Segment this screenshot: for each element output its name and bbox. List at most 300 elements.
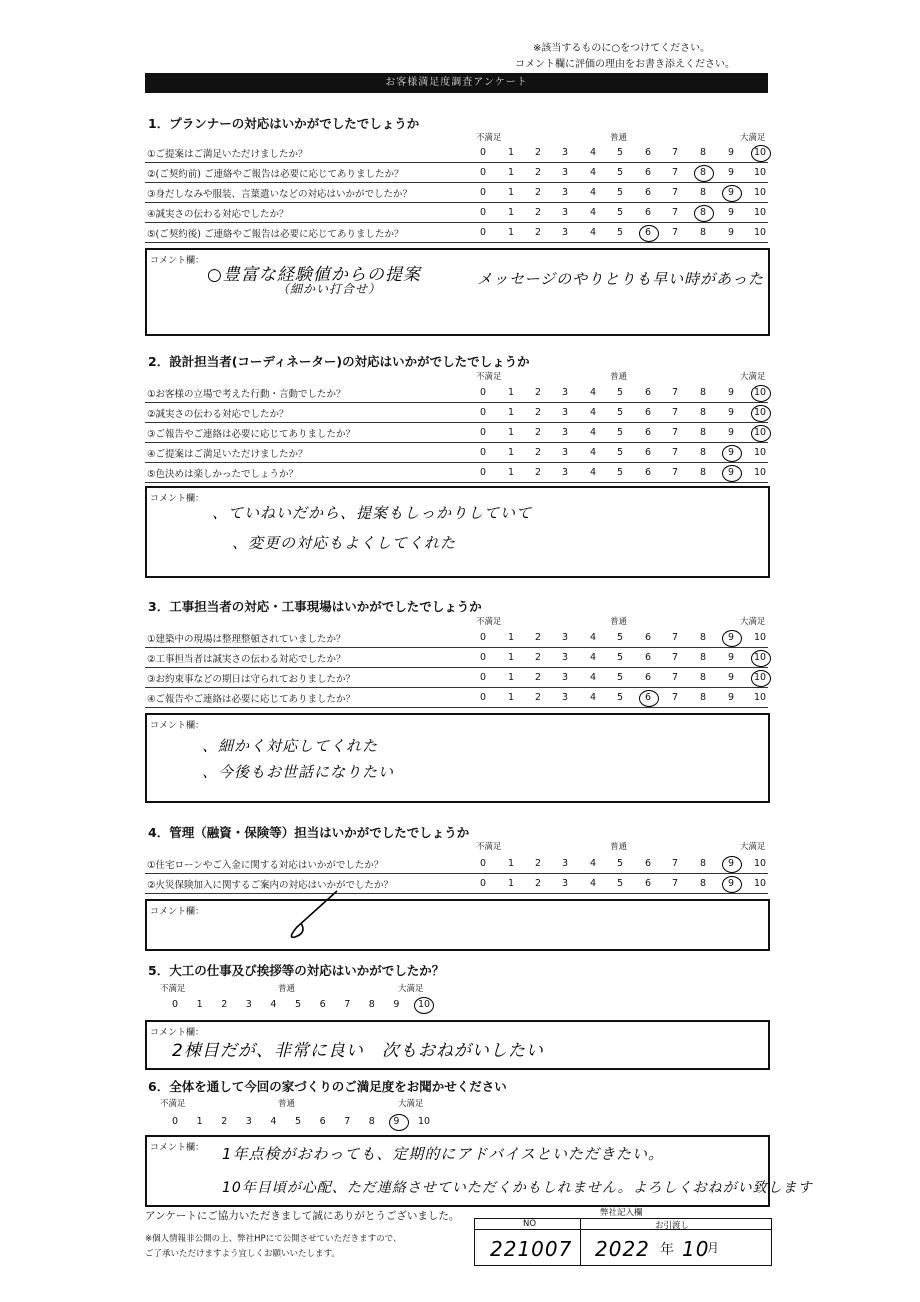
question-text: ③身だしなみや服装、言葉遣いなどの対応はいかがでしたか？ (147, 189, 413, 200)
rating-option-9[interactable]: 9 (727, 878, 735, 889)
rating-option-3[interactable]: 3 (561, 227, 569, 238)
rating-option-8[interactable]: 8 (368, 999, 375, 1010)
rating-option-2[interactable]: 2 (534, 447, 542, 458)
question-row (145, 403, 768, 423)
rating-option-5[interactable]: 5 (295, 999, 302, 1010)
section-1-comment-2: （細かい打合せ） (277, 282, 382, 296)
thanks-text: アンケートにご協力いただきまして誠にありがとうございました。 (145, 1210, 460, 1222)
rating-option-1[interactable]: 1 (507, 167, 515, 178)
rating-option-8[interactable]: 8 (699, 878, 707, 889)
rating-option-10[interactable]: 10 (753, 227, 767, 238)
section-1-comment-3: メッセージのやりとりも早い時があった (477, 270, 764, 288)
rating-option-4[interactable]: 4 (589, 387, 597, 398)
rating-option-9[interactable]: 9 (727, 407, 735, 418)
question-text: ②(ご契約前) ご連絡やご報告は必要に応じてありましたか？ (147, 169, 404, 180)
rating-option-6[interactable]: 6 (644, 167, 652, 178)
rating-option-8[interactable]: 8 (699, 167, 707, 178)
rating-option-10[interactable]: 10 (753, 207, 767, 218)
rating-option-0[interactable]: 0 (172, 999, 179, 1010)
rating-option-7[interactable]: 7 (671, 467, 679, 478)
scale-label-mid: 普通 (610, 842, 628, 852)
rating-option-1[interactable]: 1 (507, 427, 515, 438)
rating-option-6[interactable]: 6 (644, 407, 652, 418)
rating-option-3[interactable]: 3 (245, 999, 252, 1010)
section-6-comment-box (145, 1135, 813, 1207)
scale-label-high: 大満足 (740, 617, 766, 627)
section-6-title: 6．全体を通して今回の家づくりのご満足度をお聞かせください (148, 1079, 507, 1094)
rating-option-8[interactable]: 8 (699, 147, 707, 158)
rating-option-2[interactable]: 2 (534, 692, 542, 703)
rating-option-5[interactable]: 5 (616, 467, 624, 478)
question-text: ①ご提案はご満足いただけましたか？ (147, 149, 308, 160)
privacy-note-2: ご了承いただけますよう宜しくお願いいたします。 (145, 1249, 340, 1259)
rating-option-6[interactable]: 6 (319, 999, 326, 1010)
rating-option-8[interactable]: 8 (368, 1116, 375, 1127)
selected-rating-circle (722, 630, 742, 647)
rating-option-0[interactable]: 0 (479, 632, 487, 643)
rating-option-6[interactable]: 6 (319, 1116, 326, 1127)
rating-option-10[interactable]: 10 (418, 1116, 431, 1127)
question-row (145, 463, 768, 483)
rating-option-7[interactable]: 7 (671, 878, 679, 889)
rating-option-8[interactable]: 8 (699, 407, 707, 418)
rating-option-3[interactable]: 3 (561, 878, 569, 889)
rating-option-4[interactable]: 4 (589, 227, 597, 238)
question-row (145, 423, 768, 443)
survey-banner: お客様満足度調査アンケート (145, 73, 768, 93)
question-row (145, 648, 768, 668)
section-2-comment-1: 、ていねいだから、提案もしっかりしていて (212, 504, 533, 522)
rating-option-6[interactable]: 6 (644, 207, 652, 218)
rating-option-9[interactable]: 9 (727, 207, 735, 218)
scale-label-low: 不満足 (476, 133, 502, 143)
rating-option-8[interactable]: 8 (699, 387, 707, 398)
rating-option-4[interactable]: 4 (270, 1116, 277, 1127)
instruction-note-2: コメント欄に評価の理由をお書き添えください。 (515, 59, 735, 70)
section-1-title: 1．プランナーの対応はいかがでしたでしょうか (148, 116, 420, 131)
rating-option-1[interactable]: 1 (507, 652, 515, 663)
selected-rating-circle (722, 465, 742, 482)
rating-option-0[interactable]: 0 (172, 1116, 179, 1127)
rating-option-0[interactable]: 0 (479, 407, 487, 418)
question-row (145, 223, 768, 243)
rating-option-9[interactable]: 9 (727, 447, 735, 458)
rating-option-7[interactable]: 7 (671, 407, 679, 418)
rating-option-3[interactable]: 3 (561, 692, 569, 703)
rating-option-0[interactable]: 0 (479, 227, 487, 238)
table-col-no: NO (523, 1219, 537, 1229)
rating-option-9[interactable]: 9 (393, 999, 400, 1010)
selected-rating-circle (722, 185, 742, 202)
strike-through-mark (267, 887, 387, 947)
section-3-comment-box (145, 713, 770, 803)
question-text: ③お約束事などの期日は守られておりましたか？ (147, 674, 356, 685)
rating-option-9[interactable]: 9 (727, 227, 735, 238)
comment-label: コメント欄： (150, 1143, 205, 1153)
rating-option-3[interactable]: 3 (561, 858, 569, 869)
rating-option-0[interactable]: 0 (479, 207, 487, 218)
rating-option-10[interactable]: 10 (753, 692, 767, 703)
rating-option-3[interactable]: 3 (561, 387, 569, 398)
comment-label: コメント欄： (150, 907, 205, 917)
rating-option-9[interactable]: 9 (727, 692, 735, 703)
rating-option-5[interactable]: 5 (616, 407, 624, 418)
question-text: ①建築中の現場は整理整頓されていましたか？ (147, 634, 346, 645)
question-row (145, 688, 768, 708)
section-4-title: 4．管理（融資・保険等）担当はいかがでしたでしょうか (148, 825, 470, 840)
section-3-title: 3．工事担当者の対応・工事現場はいかがでしたでしょうか (148, 599, 482, 614)
rating-option-10[interactable]: 10 (753, 858, 767, 869)
rating-option-7[interactable]: 7 (671, 652, 679, 663)
comment-label: コメント欄： (150, 256, 205, 266)
rating-option-1[interactable]: 1 (507, 447, 515, 458)
rating-option-10[interactable]: 10 (753, 447, 767, 458)
rating-option-6[interactable]: 6 (644, 878, 652, 889)
section-3-comment-1: 、細かく対応してくれた (202, 737, 379, 755)
rating-option-6[interactable]: 6 (644, 467, 652, 478)
rating-option-0[interactable]: 0 (479, 427, 487, 438)
rating-option-2[interactable]: 2 (534, 147, 542, 158)
privacy-note-1: ※個人情報非公開の上、弊社HPにて公開させていただきますので、 (145, 1234, 402, 1244)
rating-option-9[interactable]: 9 (393, 1116, 400, 1127)
rating-option-4[interactable]: 4 (589, 167, 597, 178)
question-row (145, 668, 768, 688)
rating-option-2[interactable]: 2 (534, 672, 542, 683)
rating-option-7[interactable]: 7 (671, 167, 679, 178)
rating-option-8[interactable]: 8 (699, 227, 707, 238)
section-5-title: 5．大工の仕事及び挨拶等の対応はいかがでしたか？ (148, 963, 445, 978)
section-6-comment-1: 1年点検がおわっても、定期的にアドバイスといただきたい。 (222, 1145, 664, 1163)
scale-label-mid: 普通 (278, 1099, 296, 1109)
question-text: ①住宅ローンやご入金に関する対応はいかがでしたか？ (147, 860, 384, 871)
rating-option-1[interactable]: 1 (507, 227, 515, 238)
rating-option-3[interactable]: 3 (561, 652, 569, 663)
rating-option-4[interactable]: 4 (589, 427, 597, 438)
rating-option-2[interactable]: 2 (534, 878, 542, 889)
rating-option-1[interactable]: 1 (507, 187, 515, 198)
table-col-handover: お引渡し (655, 1221, 690, 1231)
rating-option-3[interactable]: 3 (561, 447, 569, 458)
rating-option-3[interactable]: 3 (561, 467, 569, 478)
scale-label-high: 大満足 (740, 842, 766, 852)
question-row (145, 628, 768, 648)
rating-option-5[interactable]: 5 (616, 207, 624, 218)
selected-rating-circle (751, 650, 771, 667)
rating-option-10[interactable]: 10 (753, 407, 767, 418)
rating-option-1[interactable]: 1 (507, 147, 515, 158)
rating-option-4[interactable]: 4 (589, 632, 597, 643)
scale-label-low: 不満足 (160, 1099, 186, 1109)
comment-label: コメント欄： (150, 721, 205, 731)
question-row (145, 143, 768, 163)
rating-option-4[interactable]: 4 (589, 147, 597, 158)
rating-option-1[interactable]: 1 (507, 858, 515, 869)
question-row (145, 183, 768, 203)
rating-option-6[interactable]: 6 (644, 227, 652, 238)
rating-option-9[interactable]: 9 (727, 652, 735, 663)
rating-option-0[interactable]: 0 (479, 447, 487, 458)
rating-option-3[interactable]: 3 (561, 207, 569, 218)
rating-option-5[interactable]: 5 (616, 227, 624, 238)
selected-rating-circle (389, 1114, 409, 1131)
scale-label-low: 不満足 (476, 617, 502, 627)
rating-option-8[interactable]: 8 (699, 652, 707, 663)
rating-option-5[interactable]: 5 (616, 632, 624, 643)
rating-option-5[interactable]: 5 (616, 652, 624, 663)
rating-option-9[interactable]: 9 (727, 167, 735, 178)
scale-label-mid: 普通 (610, 372, 628, 382)
selected-rating-circle (751, 145, 771, 162)
selected-rating-circle (751, 385, 771, 402)
rating-option-5[interactable]: 5 (616, 187, 624, 198)
scale-label-high: 大満足 (740, 372, 766, 382)
rating-option-9[interactable]: 9 (727, 467, 735, 478)
selected-rating-circle (722, 445, 742, 462)
rating-option-0[interactable]: 0 (479, 652, 487, 663)
rating-option-2[interactable]: 2 (534, 227, 542, 238)
instruction-note-1: ※該当するものに○をつけてください。 (533, 43, 711, 54)
selected-rating-circle (639, 225, 659, 242)
rating-option-2[interactable]: 2 (534, 187, 542, 198)
section-5-comment-box (145, 1020, 770, 1070)
rating-option-7[interactable]: 7 (671, 427, 679, 438)
rating-option-8[interactable]: 8 (699, 427, 707, 438)
selected-rating-circle (722, 856, 742, 873)
no-value: 221007 (490, 1237, 573, 1261)
rating-option-8[interactable]: 8 (699, 632, 707, 643)
rating-option-7[interactable]: 7 (671, 387, 679, 398)
rating-option-4[interactable]: 4 (589, 692, 597, 703)
rating-option-10[interactable]: 10 (753, 652, 767, 663)
rating-option-0[interactable]: 0 (479, 692, 487, 703)
rating-option-6[interactable]: 6 (644, 632, 652, 643)
question-row (145, 203, 768, 223)
rating-option-0[interactable]: 0 (479, 672, 487, 683)
scale-label-high: 大満足 (398, 1099, 424, 1109)
selected-rating-circle (751, 405, 771, 422)
rating-option-1[interactable]: 1 (507, 467, 515, 478)
rating-option-9[interactable]: 9 (727, 427, 735, 438)
rating-option-3[interactable]: 3 (561, 407, 569, 418)
rating-option-1[interactable]: 1 (196, 1116, 203, 1127)
rating-option-10[interactable]: 10 (753, 467, 767, 478)
rating-option-2[interactable]: 2 (534, 167, 542, 178)
rating-option-6[interactable]: 6 (644, 187, 652, 198)
office-use-label: 弊社記入欄 (600, 1208, 643, 1218)
rating-option-2[interactable]: 2 (534, 652, 542, 663)
rating-option-2[interactable]: 2 (221, 999, 228, 1010)
rating-option-2[interactable]: 2 (534, 407, 542, 418)
rating-option-4[interactable]: 4 (270, 999, 277, 1010)
rating-option-7[interactable]: 7 (671, 672, 679, 683)
section-2-title: 2．設計担当者(コーディネーター)の対応はいかがでしたでしょうか (148, 354, 530, 369)
rating-option-5[interactable]: 5 (616, 672, 624, 683)
rating-option-5[interactable]: 5 (616, 878, 624, 889)
rating-option-2[interactable]: 2 (534, 858, 542, 869)
rating-option-1[interactable]: 1 (507, 207, 515, 218)
rating-option-9[interactable]: 9 (727, 147, 735, 158)
section-6-comment-2: 10年目頃が心配、ただ連絡させていただくかもしれません。よろしくおねがい致します (222, 1180, 813, 1196)
rating-option-0[interactable]: 0 (479, 878, 487, 889)
rating-option-4[interactable]: 4 (589, 207, 597, 218)
comment-label: コメント欄： (150, 1028, 205, 1038)
rating-option-4[interactable]: 4 (589, 652, 597, 663)
rating-option-10[interactable]: 10 (753, 387, 767, 398)
handover-year: 2022 (595, 1237, 650, 1261)
rating-option-6[interactable]: 6 (644, 447, 652, 458)
section-4-comment-box (145, 899, 770, 951)
rating-option-1[interactable]: 1 (196, 999, 203, 1010)
section-1-comment-box (145, 248, 770, 336)
rating-option-5[interactable]: 5 (295, 1116, 302, 1127)
rating-option-0[interactable]: 0 (479, 187, 487, 198)
question-text: ①お客様の立場で考えた行動・言動でしたか？ (147, 389, 346, 400)
rating-option-0[interactable]: 0 (479, 147, 487, 158)
rating-option-4[interactable]: 4 (589, 447, 597, 458)
rating-option-10[interactable]: 10 (753, 167, 767, 178)
question-text: ②工事担当者は誠実さの伝わる対応でしたか？ (147, 654, 346, 665)
rating-option-7[interactable]: 7 (671, 207, 679, 218)
question-text: ⑤色決めは楽しかったでしょうか？ (147, 469, 299, 480)
rating-option-1[interactable]: 1 (507, 692, 515, 703)
rating-option-5[interactable]: 5 (616, 387, 624, 398)
rating-option-4[interactable]: 4 (589, 878, 597, 889)
rating-option-4[interactable]: 4 (589, 407, 597, 418)
scale-label-high: 大満足 (398, 984, 424, 994)
question-row (145, 854, 768, 874)
rating-option-2[interactable]: 2 (534, 467, 542, 478)
rating-option-8[interactable]: 8 (699, 187, 707, 198)
rating-option-9[interactable]: 9 (727, 187, 735, 198)
rating-option-1[interactable]: 1 (507, 632, 515, 643)
question-text: ③ご報告やご連絡は必要に応じてありましたか？ (147, 429, 356, 440)
rating-option-7[interactable]: 7 (671, 692, 679, 703)
rating-option-1[interactable]: 1 (507, 407, 515, 418)
rating-option-5[interactable]: 5 (616, 147, 624, 158)
rating-option-9[interactable]: 9 (727, 632, 735, 643)
scale-label-low: 不満足 (160, 984, 186, 994)
comment-label: コメント欄： (150, 494, 205, 504)
rating-option-7[interactable]: 7 (671, 227, 679, 238)
question-text: ④ご提案はご満足いただけましたか？ (147, 449, 308, 460)
rating-option-10[interactable]: 10 (753, 632, 767, 643)
rating-option-4[interactable]: 4 (589, 672, 597, 683)
rating-option-3[interactable]: 3 (561, 187, 569, 198)
rating-option-0[interactable]: 0 (479, 167, 487, 178)
rating-option-1[interactable]: 1 (507, 672, 515, 683)
rating-option-0[interactable]: 0 (479, 858, 487, 869)
rating-option-10[interactable]: 10 (753, 147, 767, 158)
rating-option-8[interactable]: 8 (699, 672, 707, 683)
rating-option-10[interactable]: 10 (753, 187, 767, 198)
rating-option-2[interactable]: 2 (534, 427, 542, 438)
section-3-comment-2: 、今後もお世話になりたい (202, 763, 395, 781)
rating-option-6[interactable]: 6 (644, 147, 652, 158)
rating-option-10[interactable]: 10 (753, 427, 767, 438)
rating-option-6[interactable]: 6 (644, 672, 652, 683)
rating-option-5[interactable]: 5 (616, 447, 624, 458)
rating-option-8[interactable]: 8 (699, 447, 707, 458)
section-1-comment-1: ○豊富な経験値からの提案 (207, 265, 421, 285)
rating-option-3[interactable]: 3 (561, 672, 569, 683)
scale-label-high: 大満足 (740, 133, 766, 143)
rating-option-9[interactable]: 9 (727, 672, 735, 683)
rating-option-6[interactable]: 6 (644, 858, 652, 869)
office-use-table (474, 1218, 772, 1266)
rating-option-3[interactable]: 3 (561, 147, 569, 158)
rating-option-10[interactable]: 10 (418, 999, 431, 1010)
selected-rating-circle (751, 670, 771, 687)
rating-option-3[interactable]: 3 (561, 632, 569, 643)
question-text: ④ご報告やご連絡は必要に応じてありましたか？ (147, 694, 356, 705)
rating-option-4[interactable]: 4 (589, 467, 597, 478)
rating-option-6[interactable]: 6 (644, 652, 652, 663)
question-row (145, 443, 768, 463)
rating-option-4[interactable]: 4 (589, 187, 597, 198)
rating-option-7[interactable]: 7 (671, 147, 679, 158)
rating-option-4[interactable]: 4 (589, 858, 597, 869)
question-row (145, 874, 768, 894)
question-text: ②火災保険加入に関するご案内の対応はいかがでしたか？ (147, 880, 394, 891)
rating-option-3[interactable]: 3 (561, 167, 569, 178)
rating-option-6[interactable]: 6 (644, 387, 652, 398)
rating-option-6[interactable]: 6 (644, 427, 652, 438)
rating-option-10[interactable]: 10 (753, 672, 767, 683)
rating-option-6[interactable]: 6 (644, 692, 652, 703)
section-2-comment-box (145, 486, 770, 578)
rating-option-7[interactable]: 7 (671, 858, 679, 869)
rating-option-7[interactable]: 7 (344, 999, 351, 1010)
rating-option-2[interactable]: 2 (534, 387, 542, 398)
rating-option-1[interactable]: 1 (507, 387, 515, 398)
section-5-comment: 2棟目だが、非常に良い 次もおねがいしたい (172, 1041, 544, 1061)
rating-option-9[interactable]: 9 (727, 387, 735, 398)
rating-option-9[interactable]: 9 (727, 858, 735, 869)
rating-option-1[interactable]: 1 (507, 878, 515, 889)
question-row (145, 383, 768, 403)
selected-rating-circle (694, 205, 714, 222)
selected-rating-circle (414, 997, 434, 1014)
scale-label-mid: 普通 (610, 617, 628, 627)
rating-option-8[interactable]: 8 (699, 207, 707, 218)
rating-option-8[interactable]: 8 (699, 467, 707, 478)
rating-option-7[interactable]: 7 (671, 632, 679, 643)
question-row (145, 163, 768, 183)
question-text: ⑤(ご契約後) ご連絡やご報告は必要に応じてありましたか？ (147, 229, 404, 240)
rating-option-7[interactable]: 7 (671, 447, 679, 458)
rating-option-8[interactable]: 8 (699, 692, 707, 703)
rating-option-2[interactable]: 2 (534, 207, 542, 218)
rating-option-0[interactable]: 0 (479, 467, 487, 478)
rating-option-2[interactable]: 2 (221, 1116, 228, 1127)
section-2-comment-2: 、変更の対応もよくしてくれた (232, 534, 457, 552)
rating-option-3[interactable]: 3 (561, 427, 569, 438)
rating-option-2[interactable]: 2 (534, 632, 542, 643)
rating-option-8[interactable]: 8 (699, 858, 707, 869)
rating-option-5[interactable]: 5 (616, 858, 624, 869)
selected-rating-circle (722, 876, 742, 893)
handover-month: 10 (682, 1237, 710, 1261)
rating-option-5[interactable]: 5 (616, 692, 624, 703)
rating-option-7[interactable]: 7 (671, 187, 679, 198)
scale-label-mid: 普通 (278, 984, 296, 994)
rating-option-3[interactable]: 3 (245, 1116, 252, 1127)
rating-option-10[interactable]: 10 (753, 878, 767, 889)
rating-option-5[interactable]: 5 (616, 427, 624, 438)
rating-option-5[interactable]: 5 (616, 167, 624, 178)
rating-option-7[interactable]: 7 (344, 1116, 351, 1127)
rating-option-0[interactable]: 0 (479, 387, 487, 398)
